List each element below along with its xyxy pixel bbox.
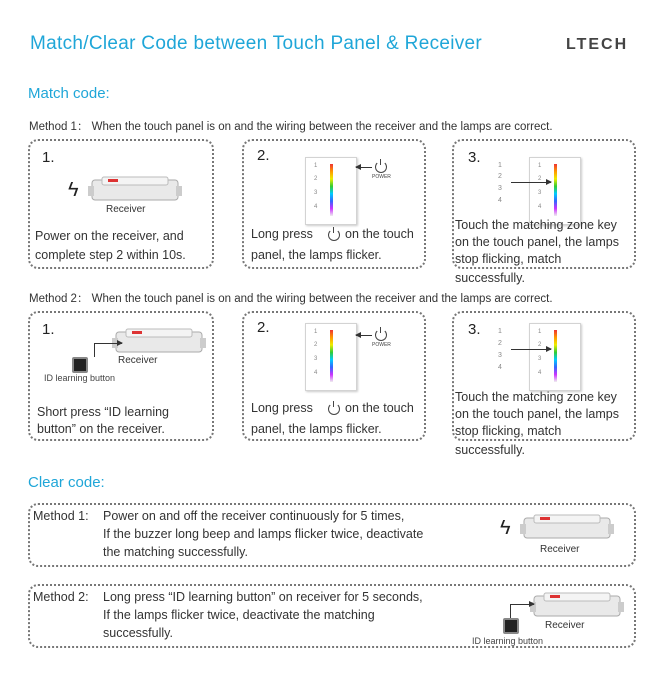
step-text-line2: panel, the lamps flicker. xyxy=(251,248,382,262)
match-m2-step1-card xyxy=(28,311,214,441)
step-text-line1b: on the touch xyxy=(345,227,414,241)
clear-method1-line3: the matching successfully. xyxy=(103,545,248,559)
match-m2-step2-card xyxy=(242,311,426,441)
step-text-line2: complete step 2 within 10s. xyxy=(35,248,186,262)
step-number: 1. xyxy=(42,321,55,338)
step-text-line1a: Long press xyxy=(251,227,313,241)
match-m1-step3-card: 3. 1 2 3 4 1 2 3 4 Touch the matching zone key on the touch panel, the lamps stop flicking, match successfully. xyxy=(452,139,636,269)
clear-method2-line2: If the lamps flicker twice, deactivate the matching xyxy=(103,608,375,622)
clear-method2-label: Method 2: xyxy=(33,590,89,604)
arrow-left-icon xyxy=(356,167,372,168)
step-text-line1: Power on the receiver, and xyxy=(35,229,184,243)
power-bolt-icon: ϟ xyxy=(68,179,79,201)
id-learning-button-icon xyxy=(503,618,519,634)
match-code-heading: Match code: xyxy=(28,85,110,102)
arrow-right-icon xyxy=(94,343,122,344)
step-text-line2: button” on the receiver. xyxy=(37,422,165,436)
step-text-line1: Touch the matching zone key xyxy=(455,390,617,404)
arrow-right-icon xyxy=(511,182,551,183)
power-label: POWER xyxy=(372,342,391,348)
receiver-label: Receiver xyxy=(106,204,146,215)
arrow-right-icon xyxy=(510,604,534,605)
step-number: 1. xyxy=(42,149,55,166)
receiver-icon xyxy=(520,512,614,540)
touch-panel-icon: 1 2 3 4 xyxy=(529,157,581,225)
receiver-label: Receiver xyxy=(118,355,158,366)
step-text-line1: Touch the matching zone key xyxy=(455,218,617,232)
receiver-icon xyxy=(530,590,624,618)
power-label: POWER xyxy=(372,174,391,180)
receiver-label: Receiver xyxy=(545,620,585,631)
id-learning-button-icon xyxy=(72,357,88,373)
power-icon xyxy=(375,329,387,341)
clear-method1-line2: If the buzzer long beep and lamps flicker twice, deactivate xyxy=(103,527,424,541)
step-text-line1: Short press “ID learning xyxy=(37,405,170,419)
receiver-label: Receiver xyxy=(540,544,580,555)
match-m2-step3-card: 3. 1 2 3 4 1 2 3 4 Touch the matching zone key on the touch panel, the lamps stop flicking, match successfully. xyxy=(452,311,636,441)
clear-method1-line1: Power on and off the receiver continuously for 5 times, xyxy=(103,509,405,523)
step-text-line2: panel, the lamps flicker. xyxy=(251,422,382,436)
arrow-right-icon xyxy=(511,349,551,350)
page-title: Match/Clear Code between Touch Panel & Receiver xyxy=(30,33,483,54)
step-text-line3: stop flicking, match successfully. xyxy=(455,424,562,457)
id-learning-label: ID learning button xyxy=(44,373,116,383)
clear-method2-line3: successfully. xyxy=(103,626,173,640)
clear-method2-line1: Long press “ID learning button” on receiver for 5 seconds, xyxy=(103,590,423,604)
step-text-line3: stop flicking, match successfully. xyxy=(455,252,562,285)
receiver-icon xyxy=(112,326,206,354)
power-icon xyxy=(328,403,340,415)
step-text-line1a: Long press xyxy=(251,401,313,415)
power-bolt-icon: ϟ xyxy=(500,517,511,539)
id-learning-label: ID learning button xyxy=(472,636,544,646)
match-method1-label: Method 1： When the touch panel is on and the wiring between the receiver and the lamps are correct. xyxy=(29,121,553,133)
touch-panel-icon: 1 2 3 4 xyxy=(305,323,357,391)
brand-logo: LTECH xyxy=(566,36,629,53)
step-number: 2. xyxy=(257,147,270,164)
receiver-icon xyxy=(88,174,182,202)
step-text-line2: on the touch panel, the lamps xyxy=(455,235,620,249)
step-text-line2: on the touch panel, the lamps xyxy=(455,407,620,421)
clear-method1-card xyxy=(28,503,636,567)
arrow-left-icon xyxy=(356,335,372,336)
match-m1-step1-card xyxy=(28,139,214,269)
clear-method1-label: Method 1: xyxy=(33,509,89,523)
touch-panel-icon: 1 2 3 4 xyxy=(529,323,581,391)
clear-code-heading: Clear code: xyxy=(28,474,105,491)
step-number: 2. xyxy=(257,319,270,336)
step-number: 3. xyxy=(468,149,481,166)
step-text-line1b: on the touch xyxy=(345,401,414,415)
clear-method2-card xyxy=(28,584,636,648)
match-method2-label: Method 2： When the touch panel is on and the wiring between the receiver and the lamps are correct. xyxy=(29,293,553,305)
match-m1-step2-card xyxy=(242,139,426,269)
power-icon xyxy=(375,161,387,173)
power-icon xyxy=(328,229,340,241)
touch-panel-icon: 1 2 3 4 xyxy=(305,157,357,225)
step-number: 3. xyxy=(468,321,481,338)
